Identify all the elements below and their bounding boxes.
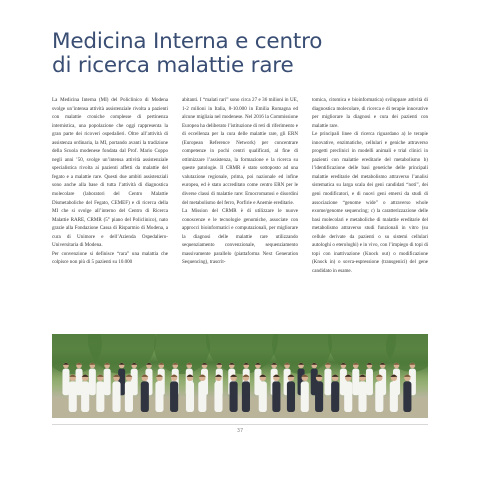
- person-figure: [358, 375, 366, 412]
- article-title-line-1: Medicina Interna e centro: [52, 29, 323, 54]
- paragraph: Per convenzione si definisce “rara” una malattia che colpisce non più di 5 pazienti su 10.000: [52, 250, 168, 266]
- article-title-line-2: di ricerca malattie rare: [52, 53, 294, 78]
- page-number: 37: [236, 428, 244, 434]
- paragraph: La Medicina Interna (MI) del Policlinico di Modena svolge un’intensa attività assistenziale rivolta a pazienti con malattie croniche complesse di pertinenza internistica, una popolazione che oggi rappresenta la gran parte dei ricoveri ospedalieri. Oltre all’attività di assistenza ordinaria, la MI, portando avanti la tradizione della Scuola modenese fondata dal Prof. Mario Coppo negli anni ’50, svolge un’intensa attività assistenziale specialistica rivolta ai pazienti affetti da malattie del fegato e a malattie rare. Questi due ambiti assistenziali sono anche alla base di tutta l’attività di diagnostica molecolare (laboratori del Centro Malattie Dismetaboliche del Fegato, CEMEF) e di ricerca della MI che si svolge all’interno del Centro di Ricerca Malattie RARE, CRMR (5° piano del Policlinico), nato grazie alla Fondazione Cassa di Risparmio di Modena, a cura di Unimore e dell’Azienda Ospedaliero-Universitaria di Modena.: [52, 97, 168, 249]
- article-title: [52, 30, 412, 78]
- text-column-1: [52, 96, 168, 336]
- person-figure: [96, 375, 104, 412]
- paragraph: abitanti. I “malati rari” sono circa 27 e 36 milioni in UE, 1-2 milioni in Italia, 8-10.000 in Emilia Romagna ed alcune migliaia nel modenese. Nel 2016 la Commissione Europea ha deliberato l’istituzione di reti di riferimento e di eccellenza per la cura delle malattie rare, gli ERN (European Reference Network) per concentrare competenze in pochi centri qualificati, al fine di ottimizzare l’assistenza, la formazione e la ricerca su queste patologie. Il CRMR è stato sottoposto ad una valutazione regionale, prima, poi nazionale ed infine europea, ed è stato accreditato come centro ERN per le diverse classi di malattie rare: Emocromatosi e disordini del metabolismo del ferro, Porfirie e Anemie ereditarie.: [182, 97, 298, 206]
- paragraph: La Mission del CRMR è di utilizzare le nuove conoscenze e le tecnologie genomiche, associate con approcci bioinformatici e computazionali, per migliorare la diagnosi delle malattie rare utilizzando sequenziamento convenzionale, sequenziamento massivamente parallelo (piattaforma Next Generation Sequencing), trascrit-: [182, 208, 298, 266]
- paragraph: tomica, citomica e bioinformatica) sviluppare attività di diagnostica molecolare, di ricerca e di terapie innovative per migliorare la diagnosi e cura dei pazienti con malattie rare.: [312, 97, 428, 129]
- text-column-2: [182, 96, 298, 336]
- text-column-3: [312, 96, 428, 336]
- article-body: [52, 96, 428, 336]
- group-photo: [52, 334, 428, 418]
- paragraph: Le principali linee di ricerca riguardano a) le terapie innovative, enzimatiche, cellulari e geniche attraverso progetti preclinici in modelli animali e trial clinici in pazienti con malattie ereditarie del metabolismo b) l’identificazione delle basi genetiche delle principali malattie ereditarie del metabolismo attraverso l’analisi sistematica su larga scala dei geni candidati “noti”, dei geni modificatori, e di nuovi geni emersi da studi di associazione “genome wide” o attraverso whole exome/genome sequencing; c) la caratterizzazione delle basi molecolari e metaboliche di malattie ereditarie del metabolismo attraverso studi funzionali in vitro (su cellule derivate da pazienti o su sistemi cellulari autologhi o eterologhi) e in vivo, con l’impiego di topi di topi con inattivazione (Knock out) o modificazione (Knock in) o sovra-espressione (transgenici) del gene candidato in esame.: [312, 131, 428, 274]
- person-figure: [331, 375, 339, 412]
- person-figure: [324, 363, 331, 395]
- footer-divider: [52, 424, 428, 425]
- group-photo-illustration: [52, 334, 428, 418]
